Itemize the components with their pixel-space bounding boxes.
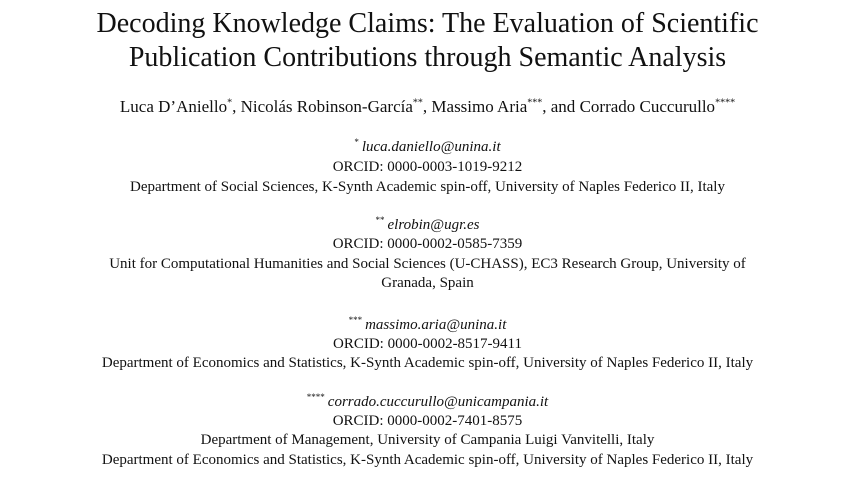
affiliation-orcid: ORCID: 0000-0002-0585-7359	[332, 236, 523, 252]
affiliation-department: Granada, Spain	[381, 275, 474, 291]
affiliation-email-line	[0, 216, 855, 235]
affiliation-orcid: ORCID: 0000-0002-7401-8575	[332, 413, 523, 429]
author-email-link[interactable]: luca.daniello@unina.it	[361, 139, 501, 155]
author-separator: , and	[542, 97, 580, 116]
affiliation-orcid: ORCID: 0000-0002-8517-9411	[332, 336, 523, 352]
author-name: Luca D’Aniello	[119, 97, 228, 116]
author-name: Nicolás Robinson-García	[240, 97, 413, 116]
author-mark: *	[227, 97, 233, 109]
footnote-mark: **	[375, 215, 385, 225]
author-email-link[interactable]: corrado.cuccurullo@unicampania.it	[327, 394, 549, 410]
author-name: Corrado Cuccurullo	[579, 97, 716, 116]
author-mark: **	[412, 97, 423, 109]
affiliation-department: Unit for Computational Humanities and Social Sciences (U-CHASS), EC3 Research Group, University of	[109, 256, 746, 272]
footnote-mark: ****	[306, 392, 325, 402]
affiliation-email-line	[0, 393, 855, 412]
paper-title-line-1: Decoding Knowledge Claims: The Evaluation of Scientific	[96, 8, 759, 39]
author-separator: ,	[422, 97, 432, 116]
author-name: Massimo Aria	[431, 97, 528, 116]
author-mark: ***	[527, 97, 543, 109]
affiliation-orcid: ORCID: 0000-0003-1019-9212	[332, 159, 523, 175]
author-email-link[interactable]: massimo.aria@unina.it	[365, 317, 507, 333]
author-email-link[interactable]: elrobin@ugr.es	[387, 217, 480, 233]
affiliation-department: Department of Social Sciences, K-Synth Academic spin-off, University of Naples Federico II, Italy	[130, 179, 725, 195]
affiliation-department: Department of Management, University of Campania Luigi Vanvitelli, Italy	[200, 432, 655, 448]
author-list	[0, 96, 855, 118]
footnote-mark: *	[354, 137, 359, 147]
affiliation-email-line	[0, 138, 855, 157]
affiliation-department: Department of Economics and Statistics, K-Synth Academic spin-off, University of Naples Federico II, Italy	[101, 355, 754, 371]
paper-title-line-2: Publication Contributions through Semantic Analysis	[128, 42, 727, 73]
author-mark: ****	[715, 97, 736, 109]
affiliation-email-line	[0, 316, 855, 335]
author-separator: ,	[232, 97, 241, 116]
affiliation-department: Department of Economics and Statistics, K-Synth Academic spin-off, University of Naples Federico II, Italy	[101, 452, 754, 468]
footnote-mark: ***	[348, 315, 363, 325]
